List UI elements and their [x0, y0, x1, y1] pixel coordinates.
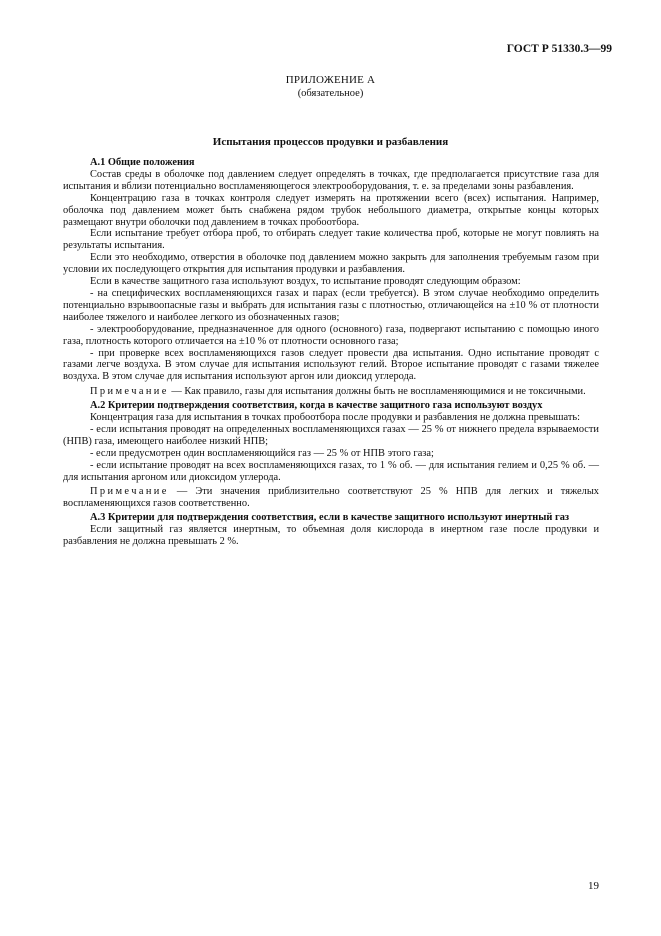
- list-item: - на специфических воспламеняющихся газах и парах (если требуется). В этом случае необходимо определить потенциально взрывоопасные газы и выбрать для испытания газы с плотностью, отличающейся на ±10 % от плотности наиболее тяжелого и наиболее легкого из обозначенных газов;: [63, 287, 599, 323]
- note-label: Примечание: [90, 486, 169, 498]
- appendix-title: ПРИЛОЖЕНИЕ А: [285, 74, 376, 86]
- paragraph: Если в качестве защитного газа используют воздух, то испытание проводят следующим образом:: [90, 276, 521, 288]
- note-label: Примечание: [90, 386, 169, 398]
- page-number: 19: [588, 880, 599, 892]
- list-item: - при проверке всех воспламеняющихся газов следует провести два испытания. Одно испытание проводят с газами легче воздуха. В этом случае для испытания используют гелий. Второе испытание проводят с газами тяжелее воздуха. В этом случае для испытания используют аргон или диоксид углерода.: [63, 347, 599, 383]
- list-item: - если испытания проводят на определенных воспламеняющихся газах — 25 % от нижнего предела взрываемости (НПВ) газа, имеющего наиболее низкий НПВ;: [63, 423, 599, 447]
- note: [63, 486, 599, 510]
- paragraph: Если это необходимо, отверстия в оболочке под давлением можно закрыть для заполнения требуемым газом при условии их последующего открытия для испытания продувки и разбавления.: [63, 252, 599, 276]
- heading-a2: А.2 Критерии подтверждения соответствия, когда в качестве защитного газа используют воздух: [90, 400, 543, 412]
- paragraph: Концентрация газа для испытания в точках пробоотбора после продувки и разбавления не должна превышать:: [90, 412, 580, 424]
- paragraph: Состав среды в оболочке под давлением следует определять в точках, где предполагается присутствие газа для испытания и вблизи потенциально воспламеняющегося электрооборудования, т. е. за пределами зоны разбавления.: [63, 168, 599, 192]
- note: [63, 386, 599, 398]
- heading-a3: А.3 Критерии для подтверждения соответствия, если в качестве защитного используют инертный газ: [90, 512, 570, 524]
- note-text: — Эти значения приблизительно соответствуют 25 % НПВ для легких и тяжелых воспламеняющихся газов соответственно.: [63, 486, 599, 510]
- appendix-status: (обязательное): [297, 88, 364, 99]
- paragraph: Концентрацию газа в точках контроля следует измерять на протяжении всего (всех) испытания. Например, оболочка под давлением может быть снабжена рядом трубок небольшого диаметра, открытые концы которых размещают внутри оболочки под давлением в точках пробоотбора.: [63, 192, 599, 228]
- list-item: - если предусмотрен один воспламеняющийся газ — 25 % от НПВ этого газа;: [90, 447, 434, 459]
- standard-code: ГОСТ Р 51330.3—99: [506, 43, 612, 55]
- list-item: - электрооборудование, предназначенное для одного (основного) газа, подвергают испытанию с помощью иного газа, плотность которого отличается на ±10 % от плотности основного газа;: [63, 323, 599, 347]
- note-text: — Как правило, газы для испытания должны быть не воспламеняющимися и не токсичными.: [168, 386, 586, 398]
- body-text: [63, 157, 599, 548]
- list-item: - если испытание проводят на всех воспламеняющихся газах, то 1 % об. — для испытания гелием и 0,25 % об. — для испытания аргоном или диоксидом углерода.: [63, 459, 599, 483]
- paragraph: Если испытание требует отбора проб, то отбирать следует такие количества проб, которые не могут повлиять на результаты испытания.: [63, 228, 599, 252]
- paragraph: Если защитный газ является инертным, то объемная доля кислорода в инертном газе после продувки и разбавления не должна превышать 2 %.: [63, 524, 599, 548]
- section-title: Испытания процессов продувки и разбавления: [212, 136, 449, 148]
- heading-a1: А.1 Общие положения: [90, 157, 195, 168]
